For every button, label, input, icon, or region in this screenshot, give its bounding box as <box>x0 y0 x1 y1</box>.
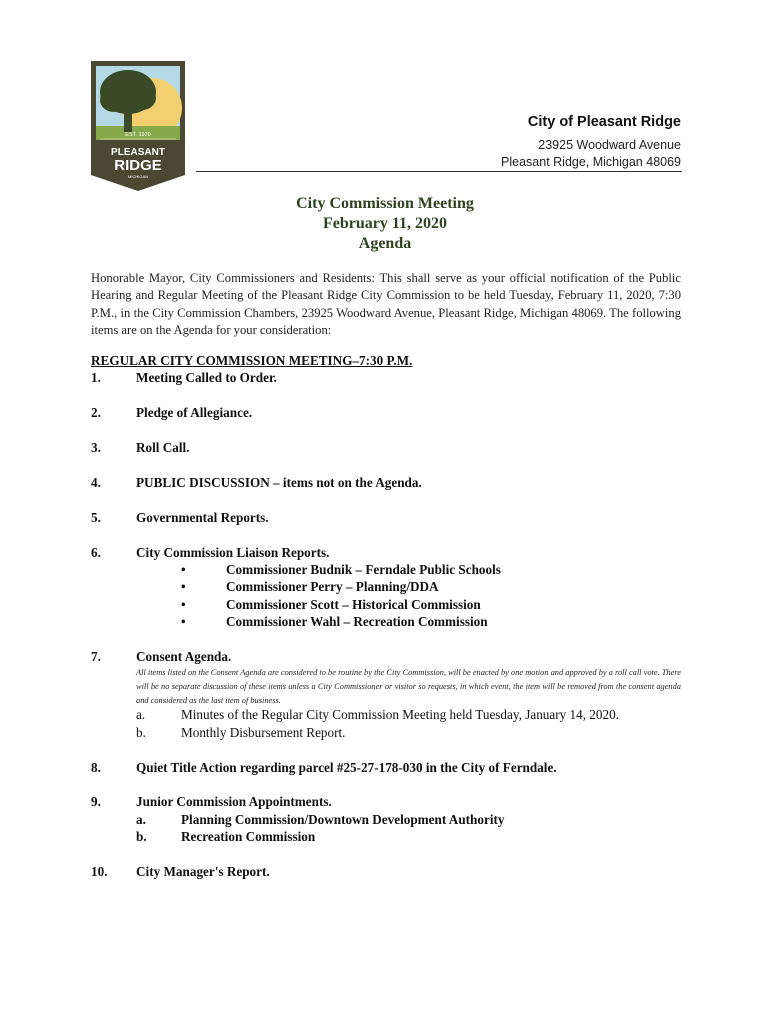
agenda-title-block <box>0 194 770 254</box>
item-number: 8. <box>91 760 101 775</box>
organization-header <box>501 114 681 169</box>
subitem-text: Recreation Commission <box>181 829 316 844</box>
meeting-title: City Commission Meeting <box>296 195 474 212</box>
liaison-text: Commissioner Scott – Historical Commission <box>226 597 481 612</box>
pleasant-ridge-shield-icon <box>90 60 186 192</box>
subitem-letter: a. <box>136 707 146 722</box>
organization-address-street: 23925 Woodward Avenue <box>538 138 681 152</box>
item-number: 9. <box>91 794 101 809</box>
meeting-date: February 11, 2020 <box>323 215 447 232</box>
item-text: Meeting Called to Order. <box>136 370 277 385</box>
subitem-text: Planning Commission/Downtown Development Authority <box>181 812 505 827</box>
item-text: Pledge of Allegiance. <box>136 405 253 420</box>
bullet-icon: • <box>181 597 186 612</box>
item-number: 7. <box>91 649 101 664</box>
item-number: 5. <box>91 510 101 525</box>
bullet-icon: • <box>181 562 186 577</box>
item-number: 6. <box>91 545 101 560</box>
item-number: 1. <box>91 370 101 385</box>
header-divider <box>196 171 682 172</box>
item-text: Consent Agenda. <box>136 649 232 664</box>
organization-address-city: Pleasant Ridge, Michigan 48069 <box>501 155 681 169</box>
item-text: Roll Call. <box>136 440 190 455</box>
subitem-letter: a. <box>136 812 146 827</box>
item-text: City Commission Liaison Reports. <box>136 545 330 560</box>
item-text: PUBLIC DISCUSSION – items not on the Agenda. <box>136 475 422 490</box>
bullet-icon: • <box>181 579 186 594</box>
subitem-letter: b. <box>136 829 147 844</box>
svg-text:PLEASANT: PLEASANT <box>111 147 165 158</box>
item-number: 4. <box>91 475 101 490</box>
subitem-text: Monthly Disbursement Report. <box>181 725 346 740</box>
svg-text:EST. 1920: EST. 1920 <box>125 132 151 138</box>
agenda-heading: Agenda <box>358 235 412 252</box>
item-number: 2. <box>91 405 101 420</box>
svg-text:RIDGE: RIDGE <box>114 157 162 174</box>
svg-text:MICHIGAN: MICHIGAN <box>128 174 148 179</box>
item-text: City Manager's Report. <box>136 864 270 879</box>
subitem-letter: b. <box>136 725 146 740</box>
item-text: Governmental Reports. <box>136 510 269 525</box>
liaison-text: Commissioner Perry – Planning/DDA <box>226 579 439 594</box>
organization-name: City of Pleasant Ridge <box>527 114 681 130</box>
liaison-text: Commissioner Wahl – Recreation Commission <box>226 614 488 629</box>
section-heading: REGULAR CITY COMMISSION MEETING–7:30 P.M. <box>91 353 413 368</box>
subitem-text: Minutes of the Regular City Commission Meeting held Tuesday, January 14, 2020. <box>181 707 619 722</box>
consent-agenda-note: All items listed on the Consent Agenda are considered to be routine by the City Commission, will be enacted by one motion and approved by a roll call vote. There will be no separate discussion of these items unless a City Commissioner or visitor so requests, in which event, the item will be removed from the consent agenda and considered as the last item of business. <box>136 668 681 706</box>
bullet-icon: • <box>181 614 186 629</box>
item-text: Junior Commission Appointments. <box>136 794 332 809</box>
item-number: 3. <box>91 440 101 455</box>
city-logo <box>90 60 186 192</box>
liaison-text: Commissioner Budnik – Ferndale Public Schools <box>226 562 501 577</box>
item-text: Quiet Title Action regarding parcel #25-27-178-030 in the City of Ferndale. <box>136 760 557 775</box>
item-number: 10. <box>91 864 108 879</box>
intro-paragraph: Honorable Mayor, City Commissioners and Residents: This shall serve as your official notification of the Public Hearing and Regular Meeting of the Pleasant Ridge City Commission to be held Tuesday, February 11, 2020, 7:30 P.M., in the City Commission Chambers, 23925 Woodward Avenue, Pleasant Ridge, Michigan 48069. The following items are on the Agenda for your consideration: <box>91 271 681 338</box>
